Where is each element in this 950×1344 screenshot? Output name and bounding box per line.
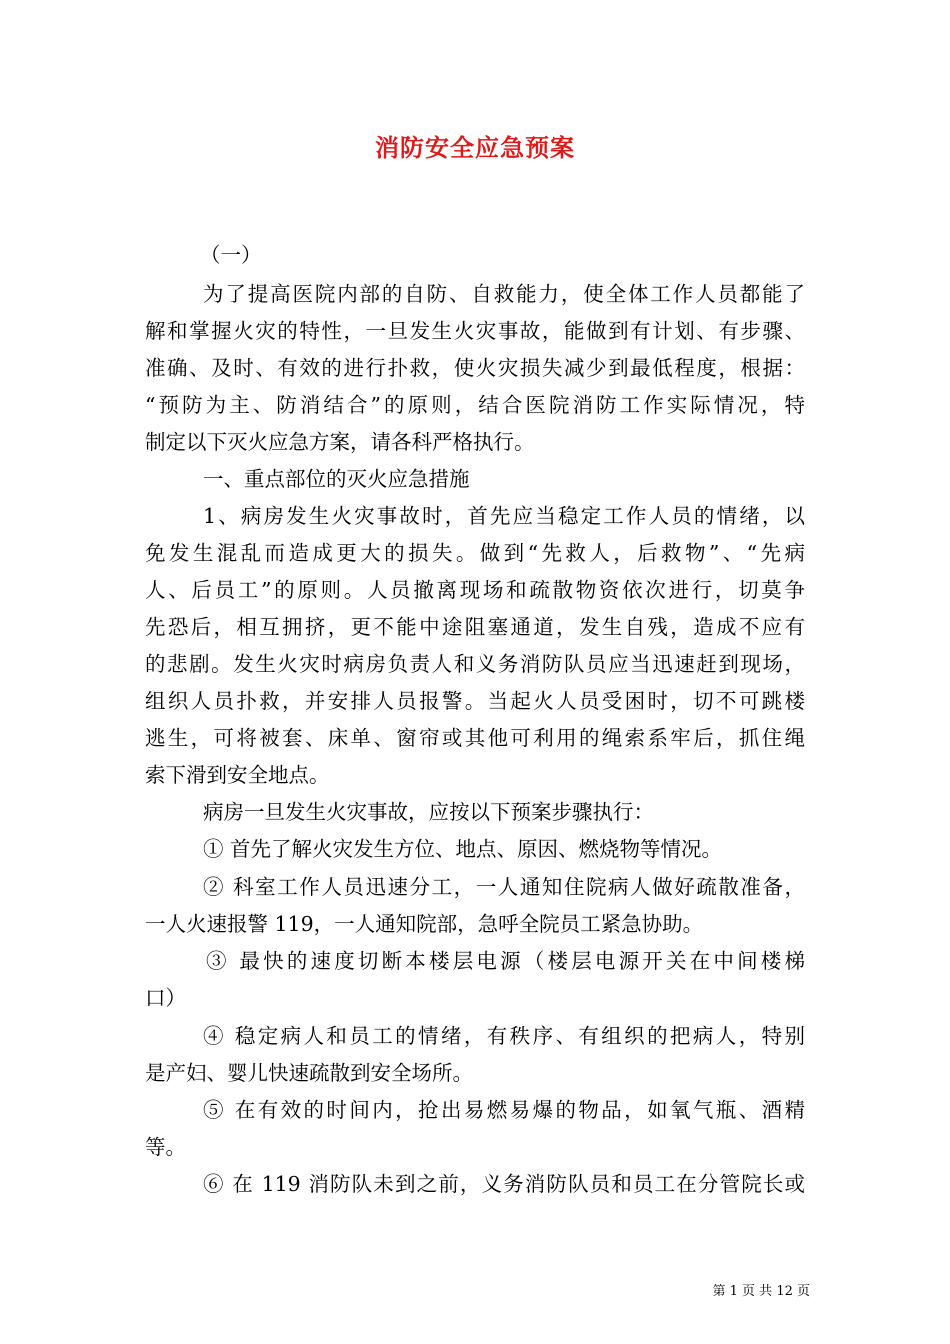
list-item: ④ 稳定病人和员工的情绪，有秩序、有组织的把病人，特别 xyxy=(203,1024,805,1048)
paragraph-line: 索下滑到安全地点。 xyxy=(145,763,330,787)
page-indicator: 第 1 页 共 12 页 xyxy=(712,1284,810,1299)
document-title: 消防安全应急预案 xyxy=(375,133,575,162)
paragraph-line: 准确、及时、有效的进行扑救，使火灾损失减少到最低程度，根据： xyxy=(145,356,805,380)
paragraph-line: 组织人员扑救，并安排人员报警。当起火人员受困时，切不可跳楼 xyxy=(145,689,805,713)
section-heading: 一、重点部位的灭火应急措施 xyxy=(203,467,470,491)
list-item-continuation: 一人火速报警 119，一人通知院部，急呼全院员工紧急协助。 xyxy=(145,912,704,936)
section-marker: （一） xyxy=(200,243,262,267)
paragraph-line: 逃生，可将被套、床单、窗帘或其他可利用的绳索系牢后，抓住绳 xyxy=(145,726,805,750)
paragraph-line: 为了提高医院内部的自防、自救能力，使全体工作人员都能了 xyxy=(203,282,805,306)
paragraph-line: 的悲剧。发生火灾时病房负责人和义务消防队员应当迅速赶到现场， xyxy=(145,652,805,676)
paragraph-line: 解和掌握火灾的特性，一旦发生火灾事故，能做到有计划、有步骤、 xyxy=(145,319,805,343)
paragraph-line: 免发生混乱而造成更大的损失。做到“先救人，后救物”、“先病 xyxy=(145,541,805,565)
list-item: ⑤ 在有效的时间内，抢出易燃易爆的物品，如氧气瓶、酒精 xyxy=(203,1098,805,1122)
paragraph-line: 制定以下灭火应急方案，请各科严格执行。 xyxy=(145,430,535,454)
list-item: ② 科室工作人员迅速分工，一人通知住院病人做好疏散准备， xyxy=(203,875,805,899)
list-item-continuation: 等。 xyxy=(145,1135,186,1159)
paragraph-line: 1、病房发生火灾事故时，首先应当稳定工作人员的情绪，以 xyxy=(203,504,805,528)
paragraph-line: “预防为主、防消结合”的原则，结合医院消防工作实际情况，特 xyxy=(145,393,805,417)
paragraph-line: 先恐后，相互拥挤，更不能中途阻塞通道，发生自残，造成不应有 xyxy=(145,615,805,639)
list-item-continuation: 口） xyxy=(145,986,186,1010)
paragraph-line: 人、后员工”的原则。人员撤离现场和疏散物资依次进行，切莫争 xyxy=(145,578,805,602)
list-item: ① 首先了解火灾发生方位、地点、原因、燃烧物等情况。 xyxy=(203,837,723,861)
paragraph-line: 病房一旦发生火灾事故，应按以下预案步骤执行： xyxy=(203,800,654,824)
list-item-continuation: 是产妇、婴儿快速疏散到安全场所。 xyxy=(145,1061,473,1085)
list-item: ⑥ 在 119 消防队未到之前，义务消防队员和员工在分管院长或 xyxy=(203,1172,805,1196)
list-item: ③ 最快的速度切断本楼层电源（楼层电源开关在中间楼梯 xyxy=(206,949,805,973)
